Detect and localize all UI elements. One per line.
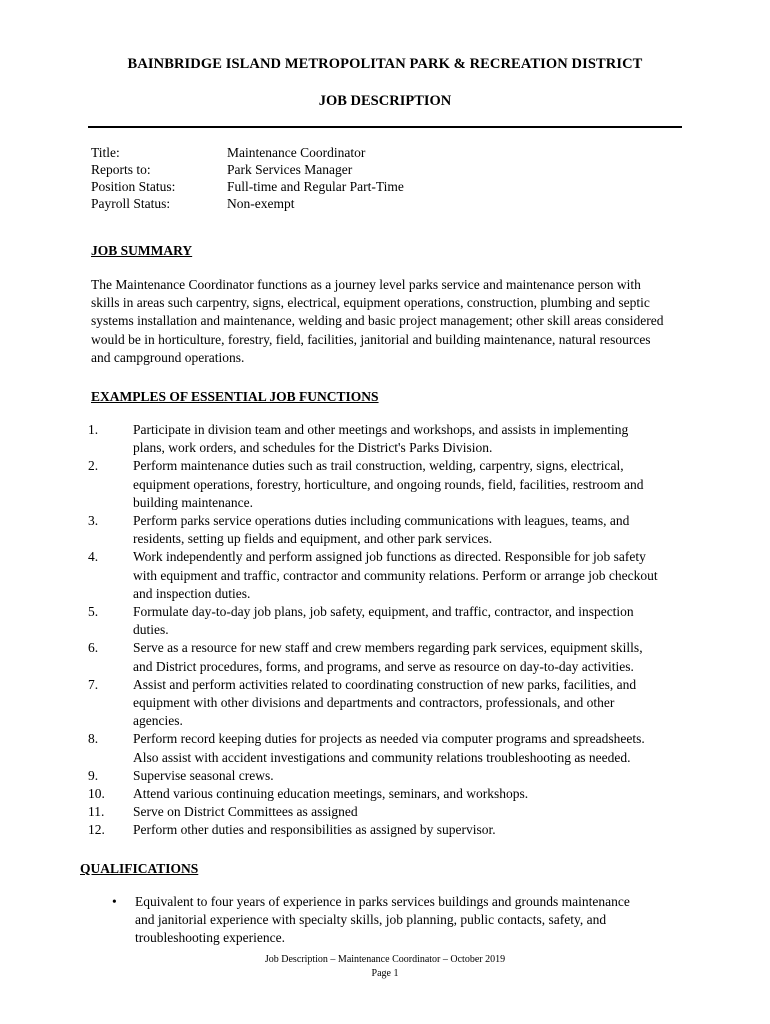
page-footer xyxy=(0,953,770,981)
item-number: 5. xyxy=(88,604,99,620)
item-number: 11. xyxy=(88,804,105,820)
item-text xyxy=(133,457,688,512)
list-item xyxy=(88,676,688,731)
summary-line: and campground operations. xyxy=(91,349,245,365)
item-line: plans, work orders, and schedules for the District's Parks Division. xyxy=(133,440,493,456)
item-line: Formulate day-to-day job plans, job safety, equipment, and traffic, contractor, and inspection xyxy=(133,604,634,620)
item-line: Equivalent to four years of experience in parks services buildings and grounds maintenance xyxy=(135,894,630,909)
item-line: residents, setting up fields and equipment, and other park services. xyxy=(133,531,493,547)
item-line: Attend various continuing education meetings, seminars, and workshops. xyxy=(133,786,529,802)
info-row-position-status xyxy=(91,178,404,195)
item-line: Also assist with accident investigations and community relations troubleshooting as needed. xyxy=(133,749,631,765)
summary-line: The Maintenance Coordinator functions as a journey level parks service and maintenance person with xyxy=(91,277,641,292)
info-label: Payroll Status: xyxy=(91,196,171,211)
list-item xyxy=(88,821,688,839)
qualifications-heading: QUALIFICATIONS xyxy=(80,861,199,876)
job-summary-text xyxy=(91,276,691,367)
summary-line: skills in areas such carpentry, signs, electrical, equipment operations, construction, plumbing and septic xyxy=(91,295,650,311)
qualifications-list xyxy=(112,893,692,948)
item-line: Work independently and perform assigned job functions as directed. Responsible for job safety xyxy=(133,549,646,565)
item-text xyxy=(133,512,688,548)
item-line: building maintenance. xyxy=(133,494,253,510)
item-number: 10. xyxy=(88,786,105,802)
position-info xyxy=(91,144,404,212)
item-line: equipment with other divisions and departments and contractors, professionals, and other xyxy=(133,695,615,711)
info-value: Full-time and Regular Part-Time xyxy=(227,179,404,194)
footer-description: Job Description – Maintenance Coordinator – October 2019 xyxy=(264,954,506,965)
info-row-reports-to xyxy=(91,161,404,178)
item-number: 3. xyxy=(88,513,99,529)
header-rule xyxy=(88,126,682,128)
item-line: Perform parks service operations duties including communications with leagues, teams, and xyxy=(133,513,630,529)
item-text xyxy=(133,548,688,603)
list-item xyxy=(88,785,688,803)
item-line: and inspection duties. xyxy=(133,585,251,601)
item-line: Perform other duties and responsibilities as assigned by supervisor. xyxy=(133,822,496,838)
list-item xyxy=(88,603,688,639)
info-row-payroll-status xyxy=(91,195,404,212)
item-text xyxy=(133,639,688,675)
info-label: Reports to: xyxy=(91,162,151,177)
job-summary-heading: JOB SUMMARY xyxy=(91,243,193,258)
item-number: 2. xyxy=(88,458,99,474)
info-label: Position Status: xyxy=(91,179,176,194)
essential-functions-list xyxy=(88,421,688,840)
item-line: and janitorial experience with specialty skills, job planning, public contacts, safety, and xyxy=(135,912,607,928)
document-title: JOB DESCRIPTION xyxy=(318,93,452,109)
list-item xyxy=(88,767,688,785)
info-value: Non-exempt xyxy=(227,196,295,211)
essential-functions-heading: EXAMPLES OF ESSENTIAL JOB FUNCTIONS xyxy=(91,389,379,404)
item-text xyxy=(135,893,692,948)
item-text xyxy=(133,785,688,803)
item-number: 12. xyxy=(88,822,105,838)
item-number: 9. xyxy=(88,767,99,783)
info-value: Maintenance Coordinator xyxy=(227,145,366,160)
item-number: 8. xyxy=(88,731,99,747)
item-text xyxy=(133,603,688,639)
item-line: Perform maintenance duties such as trail construction, welding, carpentry, signs, electrical, xyxy=(133,458,624,474)
item-line: Perform record keeping duties for projects as needed via computer programs and spreadsheets. xyxy=(133,731,645,747)
organization-name: BAINBRIDGE ISLAND METROPOLITAN PARK & RECREATION DISTRICT xyxy=(127,56,643,72)
info-row-title xyxy=(91,144,404,161)
item-line: Assist and perform activities related to coordinating construction of new parks, facilities, and xyxy=(133,676,637,692)
item-line: duties. xyxy=(133,622,169,638)
list-item xyxy=(88,421,688,457)
item-line: Serve as a resource for new staff and crew members regarding park services, equipment skills, xyxy=(133,640,643,656)
bullet-icon: • xyxy=(112,894,117,909)
item-line: and District procedures, forms, and programs, and serve as resource on day-to-day activities. xyxy=(133,658,634,674)
summary-line: systems installation and maintenance, welding and basic project management; other skill areas considered xyxy=(91,313,664,329)
item-text xyxy=(133,730,688,766)
list-item xyxy=(88,803,688,821)
item-number: 6. xyxy=(88,640,99,656)
item-text xyxy=(133,676,688,731)
list-item xyxy=(112,893,692,948)
summary-line: would be in horticulture, forestry, field, facilities, janitorial and building maintenance, natural resources xyxy=(91,331,651,347)
item-line: with equipment and traffic, contractor and community relations. Perform or arrange job checkout xyxy=(133,567,658,583)
item-number: 1. xyxy=(88,422,99,437)
list-item xyxy=(88,457,688,512)
info-label: Title: xyxy=(91,145,120,160)
list-item xyxy=(88,639,688,675)
item-text xyxy=(133,421,688,457)
item-line: Supervise seasonal crews. xyxy=(133,767,274,783)
item-number: 4. xyxy=(88,549,99,565)
item-line: Serve on District Committees as assigned xyxy=(133,804,358,820)
list-item xyxy=(88,730,688,766)
item-line: equipment operations, forestry, horticulture, and ongoing rounds, field, facilities, restroom and xyxy=(133,476,644,492)
item-line: agencies. xyxy=(133,713,183,729)
page-number: Page 1 xyxy=(371,968,399,979)
item-line: troubleshooting experience. xyxy=(135,930,285,946)
item-line: Participate in division team and other meetings and workshops, and assists in implementing xyxy=(133,422,629,437)
list-item xyxy=(88,548,688,603)
item-text xyxy=(133,767,688,785)
info-value: Park Services Manager xyxy=(227,162,353,177)
list-item xyxy=(88,512,688,548)
item-text xyxy=(133,821,688,839)
item-number: 7. xyxy=(88,676,99,692)
item-text xyxy=(133,803,688,821)
